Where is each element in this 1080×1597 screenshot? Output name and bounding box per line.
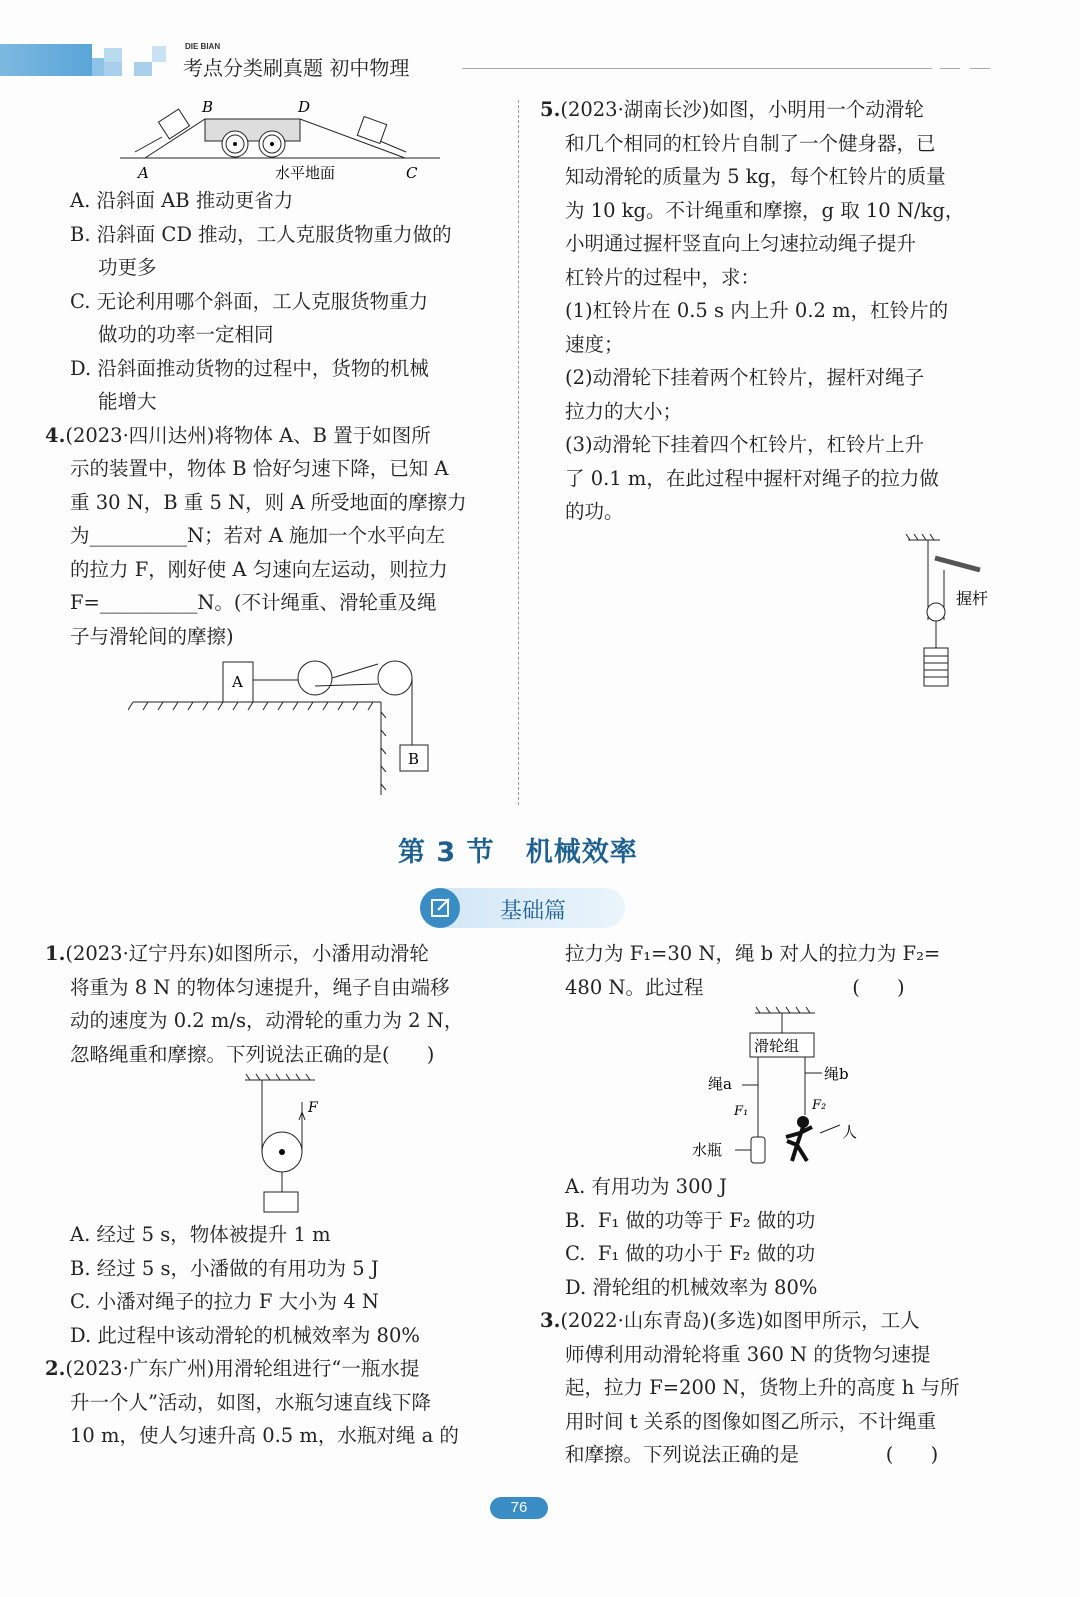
text-line — [45, 385, 467, 419]
header-title: 考点分类刷真题 初中物理 — [183, 56, 410, 80]
text-line — [45, 218, 467, 252]
text-line — [540, 1338, 960, 1372]
text-line — [45, 1285, 459, 1319]
line-text: D. 沿斜面推动货物的过程中，货物的机械 — [70, 356, 429, 380]
text-line — [45, 1218, 459, 1252]
handle-label: 握杆 — [956, 589, 989, 608]
line-text: 做功的功率一定相同 — [98, 323, 274, 346]
bottle-label: 水瓶 — [692, 1141, 723, 1159]
text-line — [540, 495, 964, 529]
line-text: 杠铃片的过程中，求： — [565, 265, 761, 289]
text-line — [45, 419, 467, 453]
text-line — [540, 1204, 960, 1238]
line-text: D. 滑轮组的机械效率为 80% — [565, 1275, 818, 1299]
column-divider — [518, 100, 519, 805]
text-line — [540, 395, 964, 429]
text-line — [540, 971, 940, 1005]
page-number: 76 — [490, 1497, 548, 1519]
text-line — [45, 519, 467, 553]
header-rule — [970, 68, 990, 69]
text-line — [540, 127, 964, 161]
line-text: 子与滑轮间的摩擦) — [70, 624, 234, 648]
header-decoration — [134, 62, 152, 76]
question-2-options-and-q3 — [540, 1170, 960, 1472]
text-line — [45, 586, 467, 620]
ramp-figure — [110, 92, 450, 187]
text-line — [45, 251, 467, 285]
line-text: 能增大 — [98, 390, 157, 413]
question-1-options-and-q2 — [45, 1218, 459, 1453]
question-2-continued — [540, 937, 940, 1004]
line-text: 师傅利用动滑轮将重 360 N 的货物匀速提 — [565, 1342, 931, 1366]
text-line — [45, 553, 467, 587]
line-text: 和几个相同的杠铃片自制了一个健身器，已 — [565, 131, 936, 155]
text-line — [540, 227, 964, 261]
line-text: B. 沿斜面 CD 推动，工人克服货物重力做的 — [70, 222, 452, 246]
banner-label: 基础篇 — [500, 899, 567, 924]
line-text: A. 有用功为 300 J — [565, 1175, 727, 1198]
block-a-label: A — [232, 673, 243, 691]
rope-b-label: 绳b — [824, 1065, 849, 1083]
line-text: 10 m，使人匀速升高 0.5 m，水瓶对绳 a 的 — [70, 1424, 459, 1447]
line-text: 了 0.1 m，在此过程中握杆对绳子的拉力做 — [565, 466, 939, 490]
text-line — [45, 971, 463, 1005]
pulley-group-figure — [690, 1005, 880, 1170]
line-text: A. 沿斜面 AB 推动更省力 — [70, 189, 294, 212]
text-line — [540, 1237, 960, 1271]
text-line — [540, 1405, 960, 1439]
text-line — [540, 294, 964, 328]
ramp-label-b: B — [202, 98, 214, 116]
block-b-label: B — [408, 750, 420, 768]
text-line — [45, 620, 467, 654]
section-title: 第 3 节 机械效率 — [398, 837, 638, 868]
line-text: 的功。 — [565, 500, 624, 523]
left-top-text — [45, 184, 467, 653]
question-number: 3. — [540, 1309, 561, 1332]
text-line — [45, 1319, 459, 1353]
force-f-label: F — [308, 1100, 318, 1116]
text-line — [540, 428, 964, 462]
text-line — [45, 1386, 459, 1420]
line-text: 重 30 N，B 重 5 N，则 A 所受地面的摩擦力 — [70, 490, 467, 514]
text-line — [45, 1004, 463, 1038]
question-number: 5. — [540, 98, 561, 121]
line-text: 忽略绳重和摩擦。下列说法正确的是( ) — [70, 1042, 435, 1066]
header-rule — [462, 68, 932, 69]
line-text: 用时间 t 关系的图像如图乙所示，不计绳重 — [565, 1409, 937, 1433]
line-text: 拉力为 F₁=30 N，绳 b 对人的拉力为 F₂= — [565, 942, 941, 965]
line-text: 为__________N；若对 A 施加一个水平向左 — [70, 524, 446, 547]
text-line — [540, 93, 964, 127]
ground-label: 水平地面 — [275, 164, 336, 182]
text-line — [540, 1371, 960, 1405]
header-brand: DIE BIAN — [185, 42, 221, 51]
line-text: 为 10 kg。不计绳重和摩擦，g 取 10 N/kg， — [565, 198, 965, 222]
text-line — [540, 160, 964, 194]
text-line — [540, 937, 940, 971]
header-decoration — [92, 58, 104, 76]
text-line — [45, 1419, 459, 1453]
line-text: B. 经过 5 s，小潘做的有用功为 5 J — [70, 1256, 379, 1280]
movable-pulley-figure — [240, 1072, 330, 1217]
pulley-table-figure — [128, 650, 438, 800]
line-text: (1)杠铃片在 0.5 s 内上升 0.2 m，杠铃片的 — [565, 299, 949, 322]
right-top-text — [540, 93, 964, 529]
header-decoration — [152, 46, 166, 62]
ramp-label-d: D — [298, 98, 311, 116]
text-line — [540, 462, 964, 496]
text-line — [45, 1038, 463, 1072]
text-line — [540, 1170, 960, 1204]
line-text: C. 无论利用哪个斜面，工人克服货物重力 — [70, 289, 429, 313]
line-text: 的拉力 F，刚好使 A 匀速向左运动，则拉力 — [70, 557, 448, 581]
question-number: 1. — [45, 942, 66, 965]
line-text: 拉力的大小； — [565, 399, 683, 423]
edit-icon — [420, 888, 460, 928]
text-line — [540, 328, 964, 362]
f2-label: F₂ — [812, 1098, 827, 1113]
line-text: (2)动滑轮下挂着两个杠铃片，握杆对绳子 — [565, 366, 925, 389]
line-text: (2023·湖南长沙)如图，小明用一个动滑轮 — [560, 98, 924, 121]
line-text: 小明通过握杆竖直向上匀速拉动绳子提升 — [565, 232, 917, 255]
text-line — [45, 937, 463, 971]
line-text: 480 N。此过程 ( ) — [565, 975, 905, 999]
text-line — [45, 452, 467, 486]
line-text: (2022·山东青岛)(多选)如图甲所示，工人 — [560, 1309, 920, 1332]
line-text: 功更多 — [98, 256, 157, 279]
line-text: (2023·辽宁丹东)如图所示，小潘用动滑轮 — [65, 942, 429, 965]
line-text: (2023·四川达州)将物体 A、B 置于如图所 — [65, 423, 431, 447]
line-text: 示的装置中，物体 B 恰好匀速下降，已知 A — [70, 457, 449, 480]
question-1-text — [45, 937, 463, 1071]
line-text: 知动滑轮的质量为 5 kg，每个杠铃片的质量 — [565, 165, 946, 188]
text-line — [45, 352, 467, 386]
text-line — [540, 194, 964, 228]
text-line — [45, 285, 467, 319]
line-text: (2023·广东广州)用滑轮组进行“一瓶水提 — [65, 1357, 420, 1380]
line-text: C. F₁ 做的功小于 F₂ 做的功 — [565, 1242, 816, 1265]
text-line — [540, 1271, 960, 1305]
text-line — [45, 184, 467, 218]
question-number: 2. — [45, 1357, 66, 1380]
line-text: C. 小潘对绳子的拉力 F 大小为 4 N — [70, 1290, 379, 1313]
text-line — [45, 1252, 459, 1286]
line-text: F=__________N。(不计绳重、滑轮重及绳 — [70, 591, 437, 614]
f1-label: F₁ — [734, 1104, 749, 1119]
line-text: 将重为 8 N 的物体匀速提升，绳子自由端移 — [70, 975, 450, 999]
barbell-pulley-figure — [900, 530, 1010, 695]
rope-a-label: 绳a — [708, 1075, 732, 1093]
text-line — [540, 261, 964, 295]
text-line — [45, 318, 467, 352]
pulley-group-label: 滑轮组 — [754, 1037, 800, 1055]
line-text: D. 此过程中该动滑轮的机械效率为 80% — [70, 1323, 420, 1347]
text-line — [540, 1304, 960, 1338]
line-text: 和摩擦。下列说法正确的是 ( ) — [565, 1443, 939, 1466]
level-banner — [420, 888, 625, 928]
person-label: 人 — [842, 1123, 858, 1141]
question-number: 4. — [45, 423, 66, 447]
line-text: (3)动滑轮下挂着四个杠铃片，杠铃片上升 — [565, 433, 925, 456]
line-text: B. F₁ 做的功等于 F₂ 做的功 — [565, 1208, 816, 1232]
line-text: A. 经过 5 s，物体被提升 1 m — [70, 1223, 331, 1246]
text-line — [540, 361, 964, 395]
line-text: 动的速度为 0.2 m/s，动滑轮的重力为 2 N， — [70, 1009, 464, 1032]
ramp-label-c: C — [406, 164, 418, 182]
line-text: 起，拉力 F=200 N，货物上升的高度 h 与所 — [565, 1376, 960, 1399]
ramp-label-a: A — [138, 164, 149, 182]
header-decoration — [104, 62, 122, 76]
text-line — [45, 486, 467, 520]
line-text: 升一个人”活动，如图，水瓶匀速直线下降 — [70, 1390, 431, 1414]
header-rule — [940, 68, 960, 69]
header-decoration — [104, 48, 122, 62]
text-line — [540, 1438, 960, 1472]
header-decoration — [0, 44, 92, 76]
text-line — [45, 1352, 459, 1386]
line-text: 速度； — [565, 332, 624, 356]
